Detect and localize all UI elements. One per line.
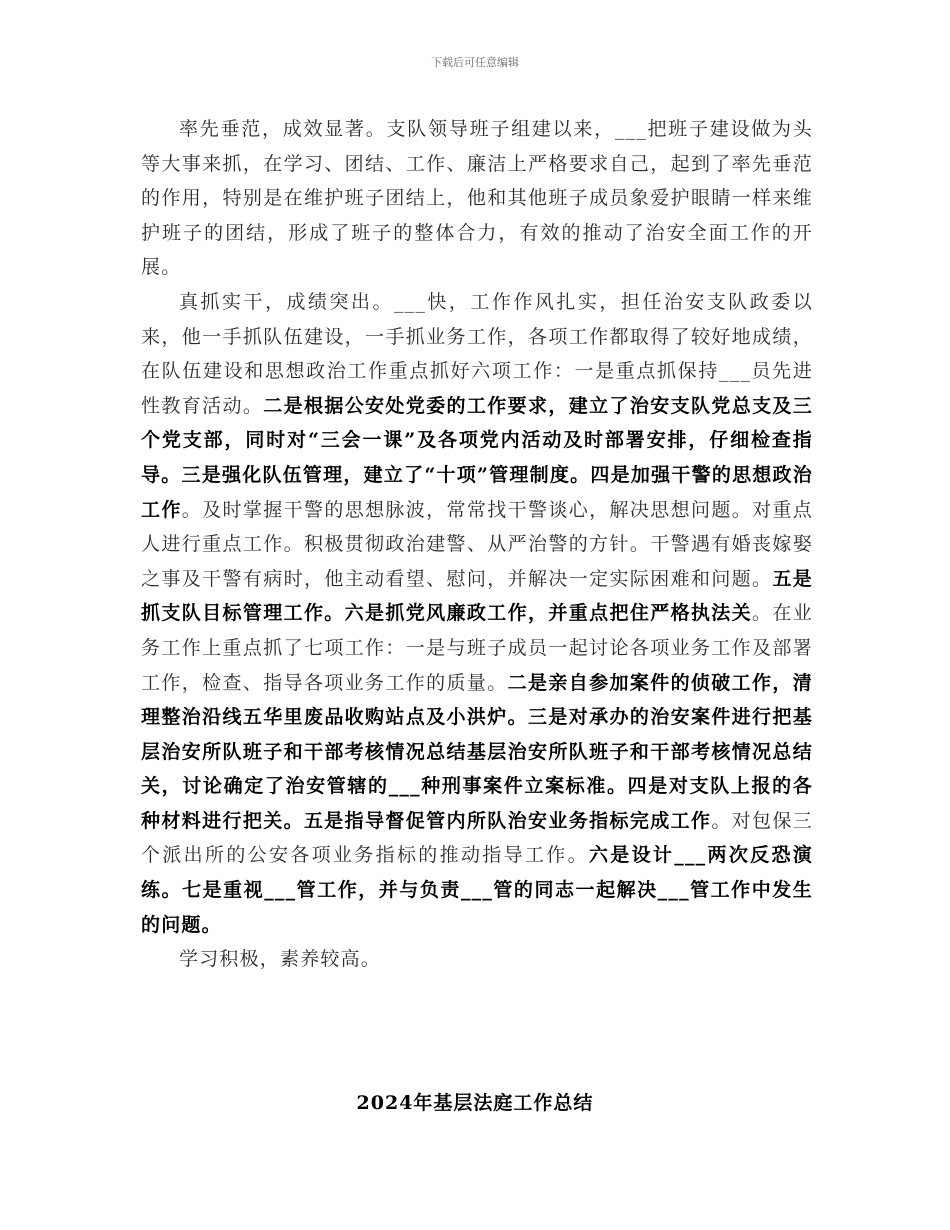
- paragraph-study: [141, 942, 813, 977]
- section-title: 2024年基层法庭工作总结: [356, 1092, 594, 1114]
- page-header: 下载后可任意编辑: [431, 56, 519, 69]
- paragraph-bold-text: 六是设计___两次反恐演练。七是重视___管工作，并与负责___管的同志一起解决___管工作中发生的问题。: [141, 844, 814, 936]
- paragraph-text: 真抓实干，成绩突出。___快，工作作风扎实，担任治安支队政委以来，他一手抓队伍建设，一手抓业务工作，各项工作都取得了较好地成绩，在队伍建设和思想政治工作重点抓好六项工作：一是重点抓保持___员先进性教育活动。: [141, 290, 813, 417]
- paragraph-text: 学习积极，素养较高。: [179, 948, 382, 971]
- document-body: [141, 112, 813, 977]
- paragraph-text: 率先垂范，成效显著。支队领导班子组建以来，___把班子建设做为头等大事来抓，在学习、团结、工作、廉洁上严格要求自己，起到了率先垂范的作用，特别是在维护班子团结上，他和其他班子成员象爱护眼睛一样来维护班子的团结，形成了班子的整体合力，有效的推动了治安全面工作的开展。: [141, 118, 813, 279]
- paragraph-text: 。及时掌握干警的思想脉波，常常找干警谈心，解决思想问题。对重点人进行重点工作。积极贯彻政治建警、从严治警的方针。干警遇有婚丧嫁娶之事及干警有病时，他主动看望、慰问，并解决一定实际困难和问题。: [141, 498, 814, 590]
- paragraph-text: 。对包保三个派出所的公安各项业务指标的推动指导工作。: [141, 809, 813, 867]
- paragraph-bold-text: 二是根据公安处党委的工作要求，建立了治安支队党总支及三个党支部，同时对“三会一课”及各项党内活动及时部署安排，仔细检查指导。三是强化队伍管理，建立了“十项”管理制度。四是加强干警的思想政治工作: [141, 394, 814, 521]
- paragraph-bold-text: 二是亲自参加案件的侦破工作，清理整治沿线五华里废品收购站点及小洪炉。三是对承办的治安案件进行把基层治安所队班子和干部考核情况总结基层治安所队班子和干部考核情况总结关，讨论确定了治安管辖的___种刑事案件立案标准。四是对支队上报的各种材料进行把关。五是指导督促管内所队治安业务指标完成工作: [141, 671, 813, 832]
- paragraph-achievements: [141, 285, 813, 942]
- paragraph-leadership: [141, 112, 813, 285]
- paragraph-bold-text: 五是抓支队目标管理工作。六是抓党风廉政工作，并重点把住严格执法关: [141, 567, 814, 625]
- paragraph-text: 。在业务工作上重点抓了七项工作：一是与班子成员一起讨论各项业务工作及部署工作，检查、指导各项业务工作的质量。: [141, 602, 813, 694]
